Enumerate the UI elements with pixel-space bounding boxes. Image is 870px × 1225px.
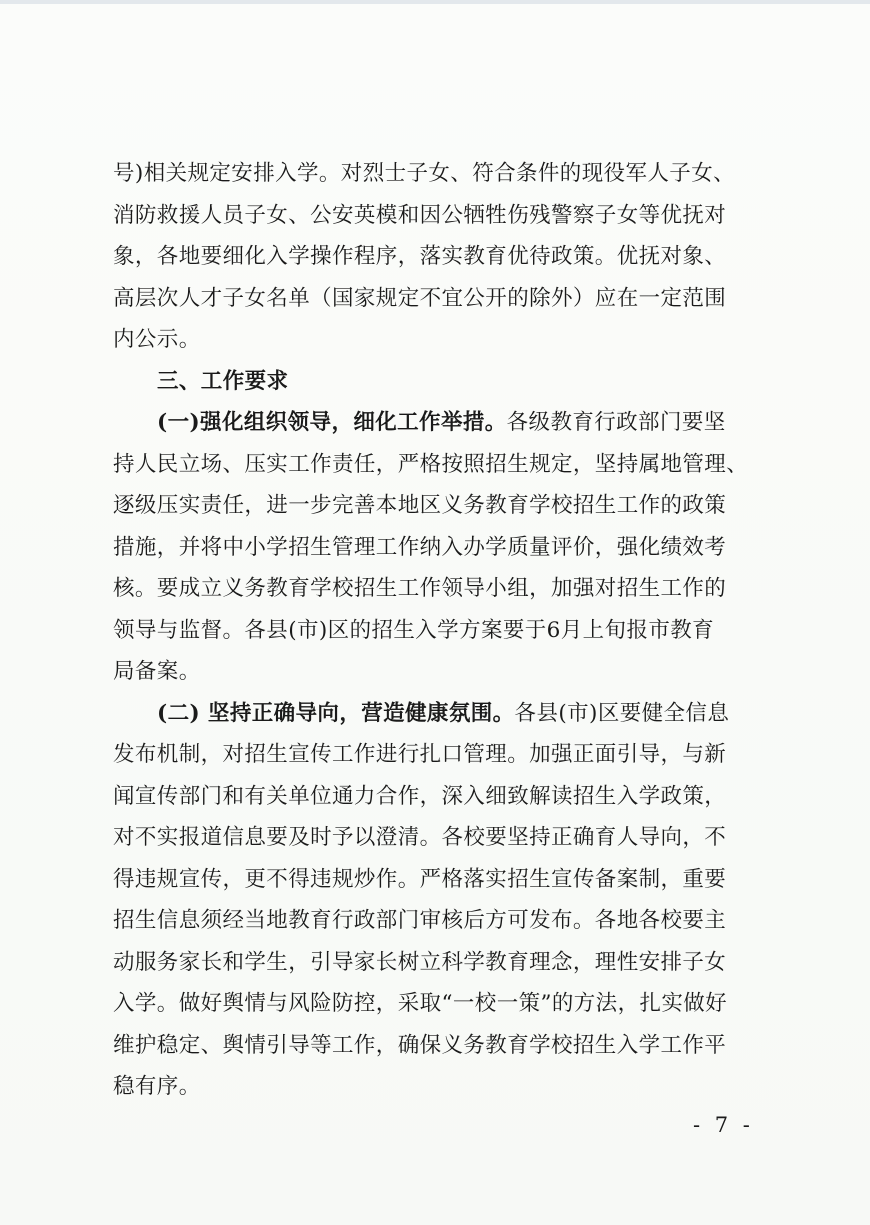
- text-line: 内公示。: [113, 327, 201, 352]
- text-line: 消防救援人员子女、公安英模和因公牺牲伤残警察子女等优抚对: [113, 202, 727, 228]
- scan-top-edge: [0, 0, 870, 4]
- text-line: 对不实报道信息要及时予以澄清。各校要坚持正确育人导向，不: [113, 825, 727, 850]
- text-line: 维护稳定、舆情引导等工作，确保义务教育学校招生入学工作平: [113, 1032, 727, 1058]
- text-line: 领导与监督。各县(市)区的招生入学方案要于6月上旬报市教育: [113, 617, 715, 643]
- text-line: 局备案。: [113, 659, 201, 684]
- text-line: 象，各地要细化入学操作程序，落实教育优待政策。优抚对象、: [113, 244, 727, 269]
- text-line: 措施，并将中小学招生管理工作纳入办学质量评价，强化绩效考: [113, 534, 727, 560]
- text-line: 稳有序。: [113, 1074, 201, 1099]
- page-number: - 7 -: [693, 1113, 754, 1137]
- text-line-rest: 各县(市)区要健全信息: [514, 700, 730, 726]
- subsection-lead: (二) 坚持正确导向，营造健康氛围。: [157, 700, 515, 726]
- text-line: [113, 402, 761, 444]
- text-line: 入学。做好舆情与风险防控，采取“一校一策”的方法，扎实做好: [113, 991, 728, 1016]
- text-line: 持人民立场、压实工作责任，严格按照招生规定，坚持属地管理、: [113, 451, 749, 477]
- text-line: 逐级压实责任，进一步完善本地区义务教育学校招生工作的政策: [113, 493, 727, 518]
- text-line: 发布机制，对招生宣传工作进行扎口管理。加强正面引导，与新: [113, 742, 727, 767]
- text-line: 闻宣传部门和有关单位通力合作，深入细致解读招生入学政策，: [113, 783, 727, 809]
- text-line: 核。要成立义务教育学校招生工作领导小组，加强对招生工作的: [113, 576, 727, 601]
- text-line: 号)相关规定安排入学。对烈士子女、符合条件的现役军人子女、: [113, 161, 735, 186]
- text-line: 得违规宣传，更不得违规炒作。严格落实招生宣传备案制，重要: [113, 866, 727, 892]
- text-line: 招生信息须经当地教育行政部门审核后方可发布。各地各校要主: [113, 908, 727, 933]
- text-line: [113, 693, 761, 735]
- subsection-lead: (一)强化组织领导，细化工作举措。: [157, 410, 507, 435]
- document-body: [113, 153, 761, 1108]
- text-line-rest: 各级教育行政部门要坚: [506, 410, 726, 435]
- text-line: 动服务家长和学生，引导家长树立科学教育理念，理性安排子女: [113, 949, 727, 975]
- section-heading: 三、工作要求: [157, 368, 289, 394]
- text-line: 高层次人才子女名单（国家规定不宜公开的除外）应在一定范围: [113, 285, 727, 311]
